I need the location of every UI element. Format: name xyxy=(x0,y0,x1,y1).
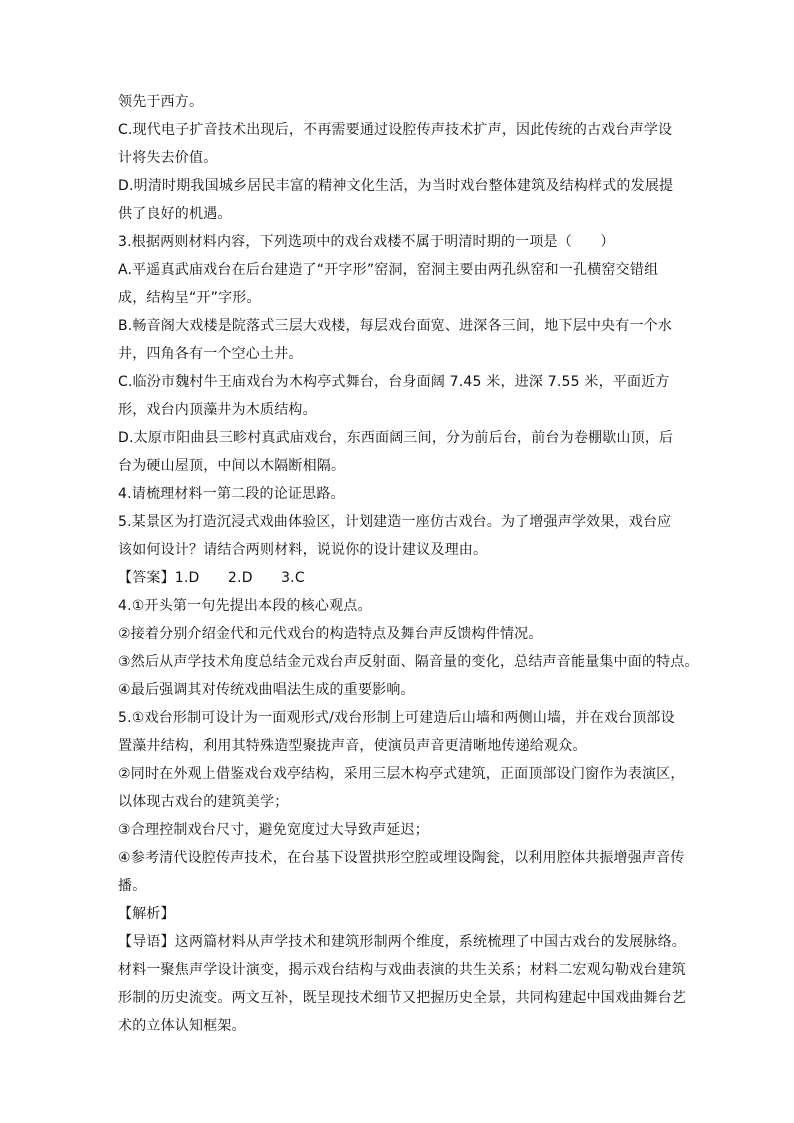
intro-line-3: 形制的历史流变。两文互补，既呈现技术细节又把握历史全景，共同构建起中国戏曲舞台艺 xyxy=(118,990,686,1006)
option-c-line-1: C.临汾市魏村牛王庙戏台为木构亭式舞台，台身面阔 7.45 米，进深 7.55 米，平面近方 xyxy=(118,374,670,390)
text-line-4: D.明清时期我国城乡居民丰富的精神文化生活，为当时戏台整体建筑及结构样式的发展提 xyxy=(118,178,674,194)
text-line-2: C.现代电子扩音技术出现后，不再需要通过设腔传声技术扩声，因此传统的古戏台声学设 xyxy=(118,122,673,138)
analysis-heading: 【解析】 xyxy=(118,906,175,922)
answer-5-4-line-1: ④参考清代设腔传声技术，在台基下设置拱形空腔或埋设陶瓮，以利用腔体共振增强声音传 xyxy=(118,850,685,866)
answer-key: 【答案】1.D 2.D 3.C xyxy=(118,570,305,586)
option-b-line-1: B.畅音阁大戏楼是院落式三层大戏楼，每层戏台面宽、进深各三间，地下层中央有一个水 xyxy=(118,318,673,334)
question-5-line-1: 5.某景区为打造沉浸式戏曲体验区，计划建造一座仿古戏台。为了增强声学效果，戏台应 xyxy=(118,514,672,530)
answer-5-1-line-2: 置藻井结构，利用其特殊造型聚拢声音，使演员声音更清晰地传递给观众。 xyxy=(118,738,587,754)
text-line-5: 供了良好的机遇。 xyxy=(118,206,232,222)
answer-4-4: ④最后强调其对传统戏曲唱法生成的重要影响。 xyxy=(118,682,415,698)
text-line-3: 计将失去价值。 xyxy=(118,150,218,166)
intro-line-4: 术的立体认知框架。 xyxy=(118,1018,246,1034)
answer-5-1-line-1: 5.①戏台形制可设计为一面观形式/戏台形制上可建造后山墙和两侧山墙，并在戏台顶部设 xyxy=(118,710,675,726)
option-a-line-2: 成，结构呈“开”字形。 xyxy=(118,290,261,306)
option-d-line-2: 台为硬山屋顶，中间以木隔断相隔。 xyxy=(118,458,346,474)
option-d-line-1: D.太原市阳曲县三畛村真武庙戏台，东西面阔三间，分为前后台，前台为卷棚歇山顶，后 xyxy=(118,430,674,446)
option-b-line-2: 井，四角各有一个空心土井。 xyxy=(118,346,303,362)
option-a-line-1: A.平遥真武庙戏台在后台建造了“开字形”窑洞，窑洞主要由两孔纵窑和一孔横窑交错组 xyxy=(118,262,659,278)
answer-4-3: ③然后从声学技术角度总结金元戏台声反射面、隔音量的变化，总结声音能量集中面的特点。 xyxy=(118,654,699,670)
option-c-line-2: 形，戏台内顶藻井为木质结构。 xyxy=(118,402,317,418)
answer-4-2: ②接着分别介绍金代和元代戏台的构造特点及舞台声反馈构件情况。 xyxy=(118,626,543,642)
question-5-line-2: 该如何设计？请结合两则材料，说说你的设计建议及理由。 xyxy=(118,542,488,558)
intro-line-1: 【导语】这两篇材料从声学技术和建筑形制两个维度，系统梳理了中国古戏台的发展脉络。 xyxy=(118,934,686,950)
intro-line-2: 材料一聚焦声学设计演变，揭示戏台结构与戏曲表演的共生关系；材料二宏观勾勒戏台建筑 xyxy=(118,962,686,978)
question-4: 4.请梳理材料一第二段的论证思路。 xyxy=(118,486,345,502)
answer-5-3: ③合理控制戏台尺寸，避免宽度过大导致声延迟； xyxy=(118,822,429,838)
question-3: 3.根据两则材料内容，下列选项中的戏台戏楼不属于明清时期的一项是（ ） xyxy=(118,234,615,250)
answer-4-1: 4.①开头第一句先提出本段的核心观点。 xyxy=(118,598,372,614)
answer-5-2-line-1: ②同时在外观上借鉴戏台戏亭结构，采用三层木构亭式建筑，正面顶部设门窗作为表演区， xyxy=(118,766,685,782)
text-line-1: 领先于西方。 xyxy=(118,94,204,110)
answer-5-2-line-2: 以体现古戏台的建筑美学； xyxy=(118,794,289,810)
answer-5-4-line-2: 播。 xyxy=(118,878,147,894)
